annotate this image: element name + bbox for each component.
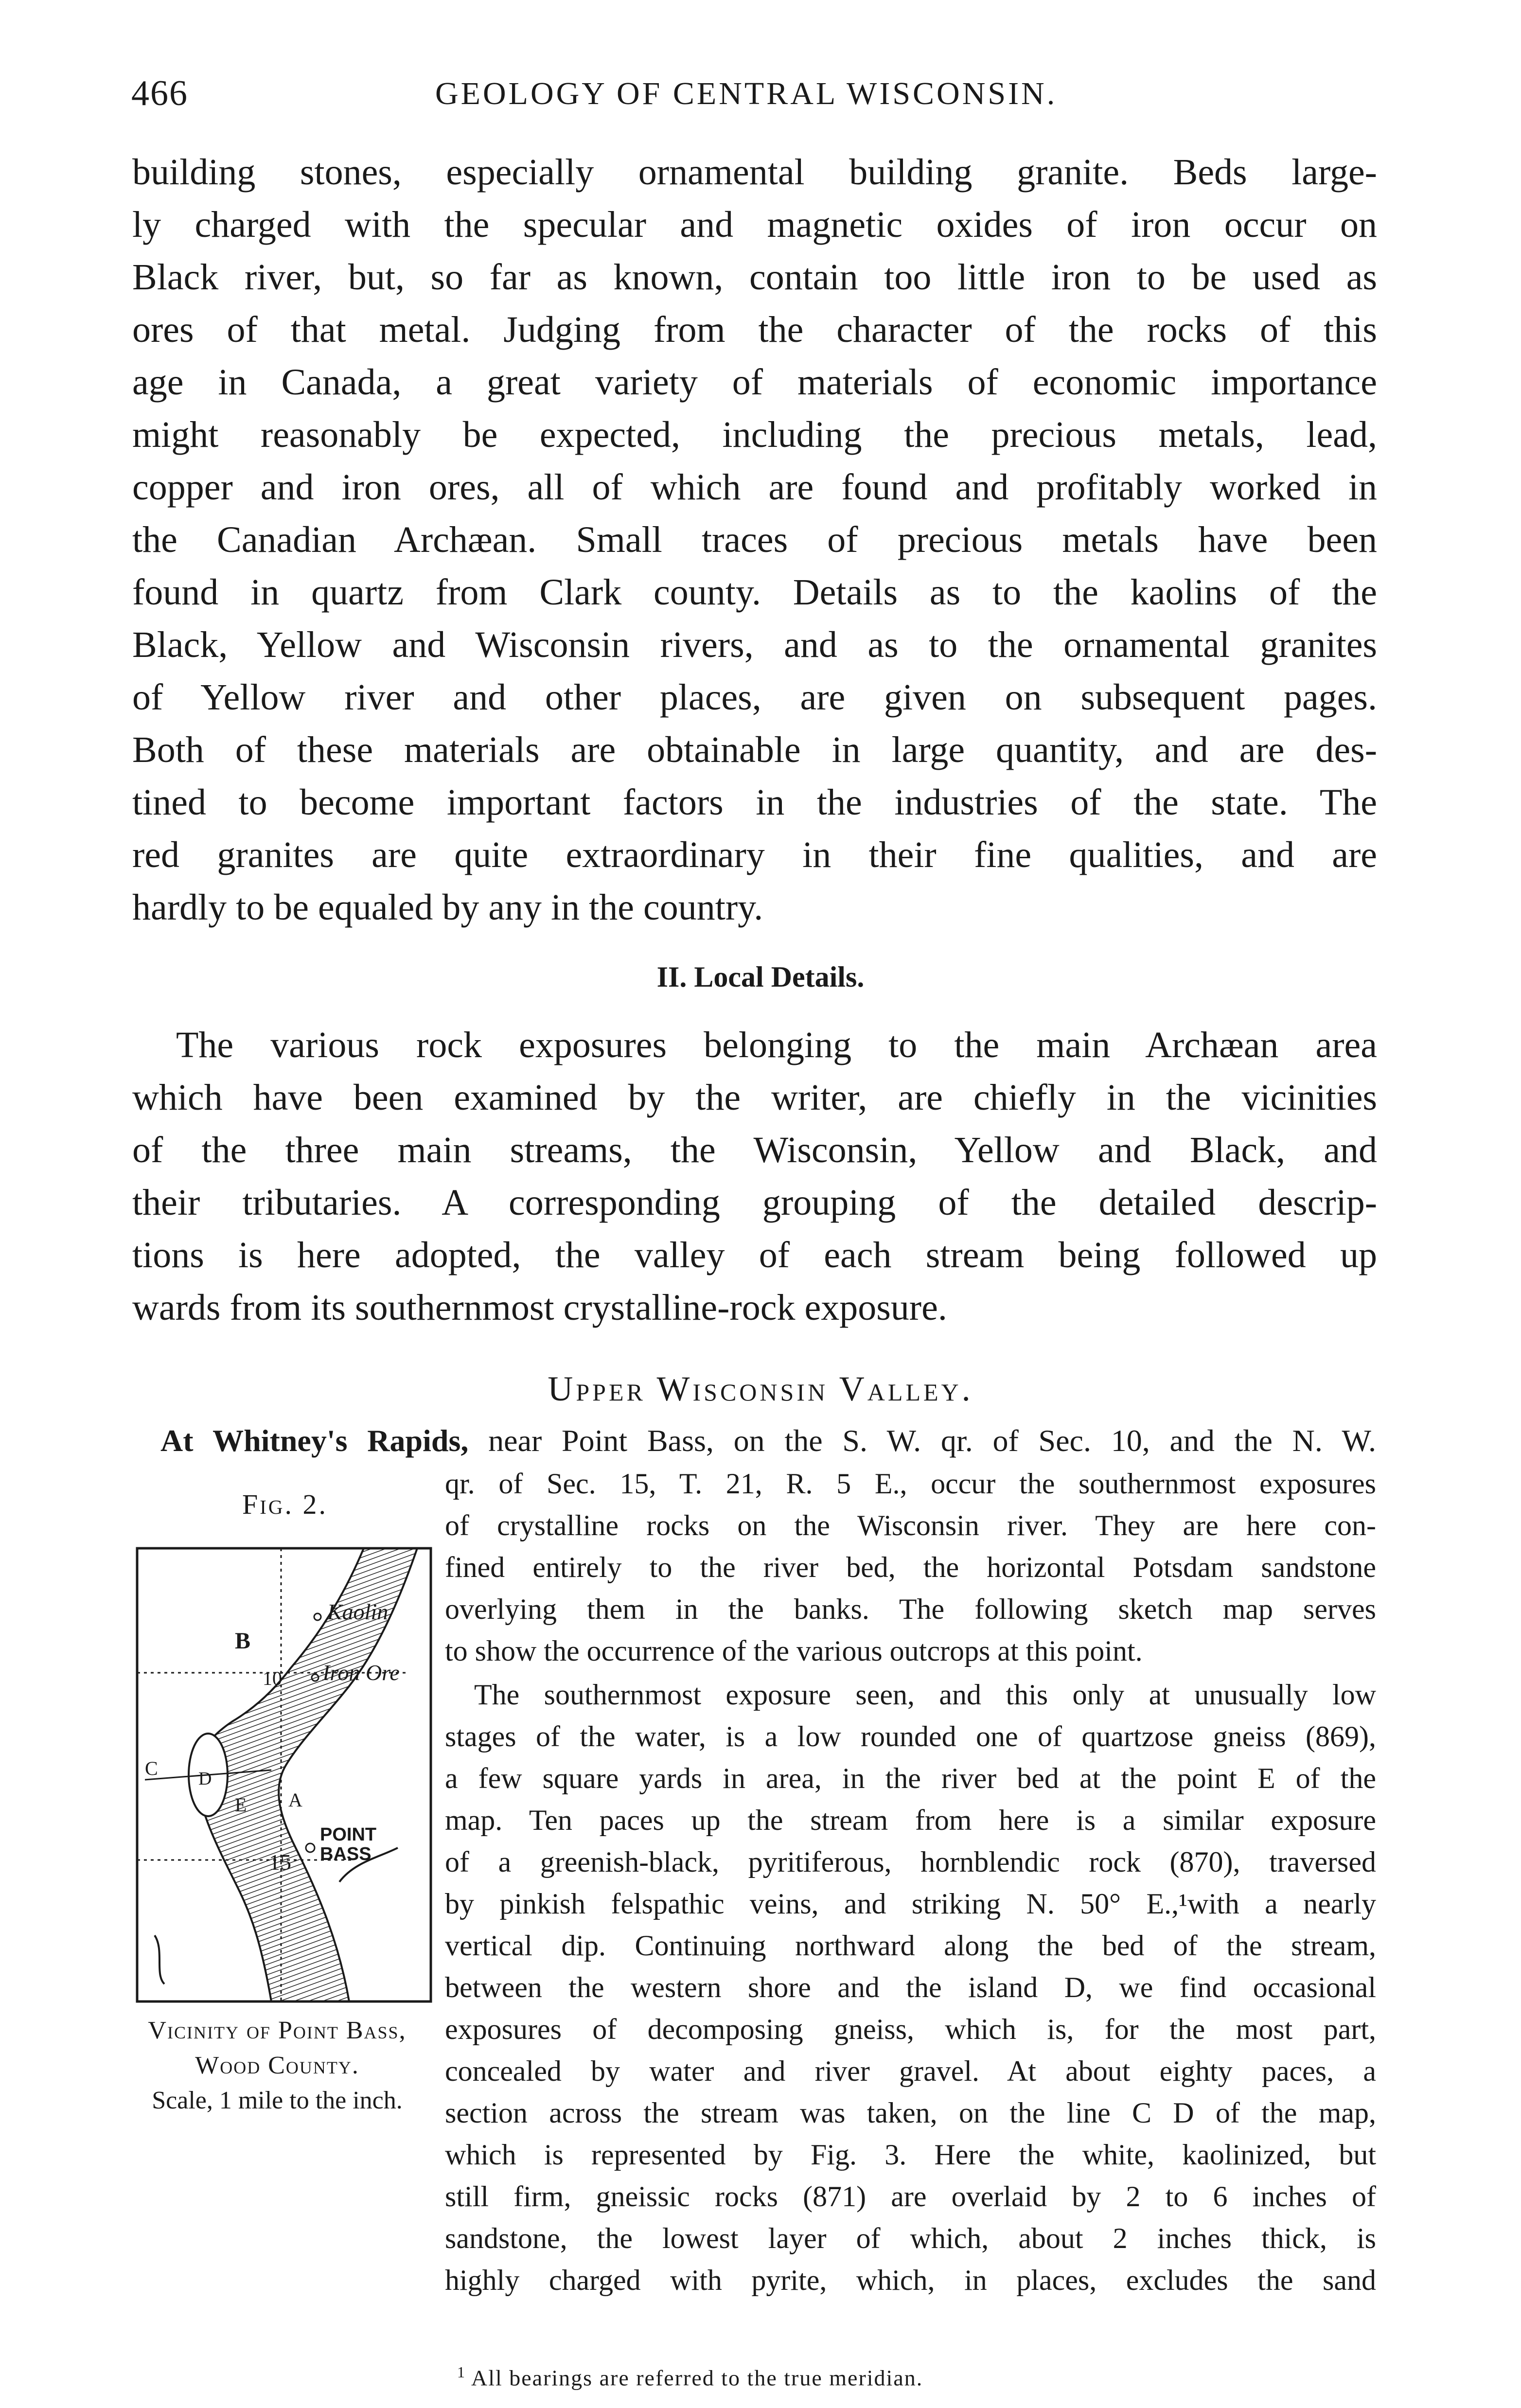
text-line: might reasonably be expected, including the precious metals, lead, bbox=[132, 414, 1377, 455]
text-line: sandstone, the lowest layer of which, about 2 inches thick, is bbox=[445, 2222, 1376, 2254]
exposure-paragraph bbox=[445, 1674, 1376, 2301]
text-line: highly charged with pyrite, which, in places, excludes the sand bbox=[445, 2264, 1376, 2296]
map-label-c: C bbox=[145, 1757, 158, 1779]
text-line: of the three main streams, the Wisconsin, Yellow and Black, and bbox=[132, 1130, 1377, 1170]
text-line: red granites are quite extraordinary in their fine qualities, and are bbox=[132, 834, 1377, 875]
figure-caption bbox=[117, 2013, 438, 2118]
footnote-text: All bearings are referred to the true meridian. bbox=[471, 2365, 923, 2390]
text-line: between the western shore and the island D, we find occasional bbox=[445, 1971, 1376, 2003]
map-label-d: D bbox=[198, 1769, 212, 1789]
map-label-bass: BASS bbox=[320, 1844, 371, 1864]
text-line: of Yellow river and other places, are given on subsequent pages. bbox=[132, 677, 1377, 718]
text-line: hardly to be equaled by any in the country. bbox=[132, 887, 763, 928]
text-line: a few square yards in area, in the river bed at the point E of the bbox=[445, 1762, 1376, 1794]
map-label-ten: 10 bbox=[263, 1667, 282, 1689]
text-line: ly charged with the specular and magnetic oxides of iron occur on bbox=[132, 204, 1377, 245]
text-line: copper and iron ores, all of which are found and profitably worked in bbox=[132, 467, 1377, 508]
text-line: to show the occurrence of the various outcrops at this point. bbox=[445, 1635, 1143, 1667]
footnote bbox=[457, 2363, 923, 2390]
whitney-rapids-lead: At Whitney's Rapids, bbox=[160, 1423, 469, 1458]
sketch-map-figure bbox=[135, 1546, 433, 2003]
figure-label: Fig. 2. bbox=[242, 1488, 328, 1520]
text-line: Both of these materials are obtainable in large quantity, and are des- bbox=[132, 729, 1377, 770]
text-line: age in Canada, a great variety of materials of economic importance bbox=[132, 362, 1377, 403]
text-line: overlying them in the banks. The following sketch map serves bbox=[445, 1593, 1376, 1625]
text-line: stages of the water, is a low rounded one of quartzose gneiss (869), bbox=[445, 1720, 1376, 1753]
text-line: vertical dip. Continuing northward along the bed of the stream, bbox=[445, 1930, 1376, 1962]
caption-scale: Scale, 1 mile to the inch. bbox=[152, 2087, 403, 2114]
text-line: Black, Yellow and Wisconsin rivers, and as to the ornamental granites bbox=[132, 624, 1377, 665]
map-label-b: B bbox=[235, 1628, 251, 1654]
local-details-paragraph bbox=[132, 1019, 1377, 1334]
point-bass-marker bbox=[306, 1843, 315, 1852]
whitney-paragraph bbox=[445, 1463, 1376, 1672]
text-line: The southernmost exposure seen, and this only at unusually low bbox=[474, 1679, 1376, 1711]
text-line: found in quartz from Clark county. Details as to the kaolins of the bbox=[132, 572, 1377, 613]
text-line: their tributaries. A corresponding grouping of the detailed descrip- bbox=[132, 1182, 1377, 1223]
map-label-kaolin: Kaolin bbox=[327, 1599, 389, 1624]
text-line: concealed by water and river gravel. At about eighty paces, a bbox=[445, 2055, 1376, 2087]
text-line: section across the stream was taken, on the line C D of the map, bbox=[445, 2097, 1376, 2129]
text-line: building stones, especially ornamental building granite. Beds large- bbox=[132, 152, 1377, 193]
text-line: of crystalline rocks on the Wisconsin river. They are here con- bbox=[445, 1509, 1376, 1541]
text-line: tions is here adopted, the valley of each stream being followed up bbox=[132, 1235, 1377, 1275]
text-run: near Point Bass, on the S. W. qr. of Sec. 10, and the N. W. bbox=[468, 1423, 1377, 1458]
sketch-map-svg bbox=[135, 1546, 433, 2003]
running-title: GEOLOGY OF CENTRAL WISCONSIN. bbox=[435, 76, 1058, 111]
text-line: which have been examined by the writer, are chiefly in the vicinities bbox=[132, 1077, 1377, 1118]
text-line: exposures of decomposing gneiss, which is, for the most part, bbox=[445, 2013, 1376, 2045]
text-line: the Canadian Archæan. Small traces of precious metals have been bbox=[132, 519, 1377, 560]
map-label-iron-ore: Iron Ore bbox=[322, 1660, 400, 1685]
west-shore-stream bbox=[155, 1935, 164, 1984]
text-line: tined to become important factors in the industries of the state. The bbox=[132, 782, 1377, 823]
text-line bbox=[160, 1420, 1376, 1462]
page-number: 466 bbox=[131, 73, 188, 113]
kaolin-marker bbox=[314, 1613, 321, 1620]
subsection-heading: Upper Wisconsin Valley. bbox=[548, 1369, 973, 1408]
section-heading: II. Local Details. bbox=[656, 961, 865, 993]
intro-paragraph bbox=[132, 146, 1377, 934]
text-line: Black river, but, so far as known, contain too little iron to be used as bbox=[132, 257, 1377, 298]
text-line: The various rock exposures belonging to the main Archæan area bbox=[176, 1025, 1377, 1065]
text-line: ores of that metal. Judging from the character of the rocks of this bbox=[132, 309, 1377, 350]
text-line: wards from its southernmost crystalline-rock exposure. bbox=[132, 1287, 947, 1328]
footnote-marker: 1 bbox=[457, 2363, 466, 2381]
text-line: qr. of Sec. 15, T. 21, R. 5 E., occur the southernmost exposures bbox=[445, 1468, 1376, 1500]
caption-line: Vicinity of Point Bass, bbox=[148, 2017, 407, 2044]
text-line: still firm, gneissic rocks (871) are overlaid by 2 to 6 inches of bbox=[445, 2180, 1376, 2213]
map-label-e: E bbox=[235, 1794, 247, 1816]
text-line: fined entirely to the river bed, the horizontal Potsdam sandstone bbox=[445, 1551, 1376, 1583]
whitney-first-line bbox=[160, 1420, 1376, 1462]
text-line: of a greenish-black, pyritiferous, hornblendic rock (870), traversed bbox=[445, 1846, 1376, 1878]
map-label-a: A bbox=[288, 1789, 302, 1811]
text-line: map. Ten paces up the stream from here is a similar exposure bbox=[445, 1804, 1376, 1836]
text-line: by pinkish felspathic veins, and striking N. 50° E.,¹with a nearly bbox=[445, 1888, 1376, 1920]
text-line: which is represented by Fig. 3. Here the white, kaolinized, but bbox=[445, 2139, 1376, 2171]
map-label-point: POINT bbox=[320, 1824, 377, 1845]
map-label-fifteen: 15 bbox=[269, 1850, 291, 1875]
caption-line: Wood County. bbox=[195, 2052, 359, 2079]
